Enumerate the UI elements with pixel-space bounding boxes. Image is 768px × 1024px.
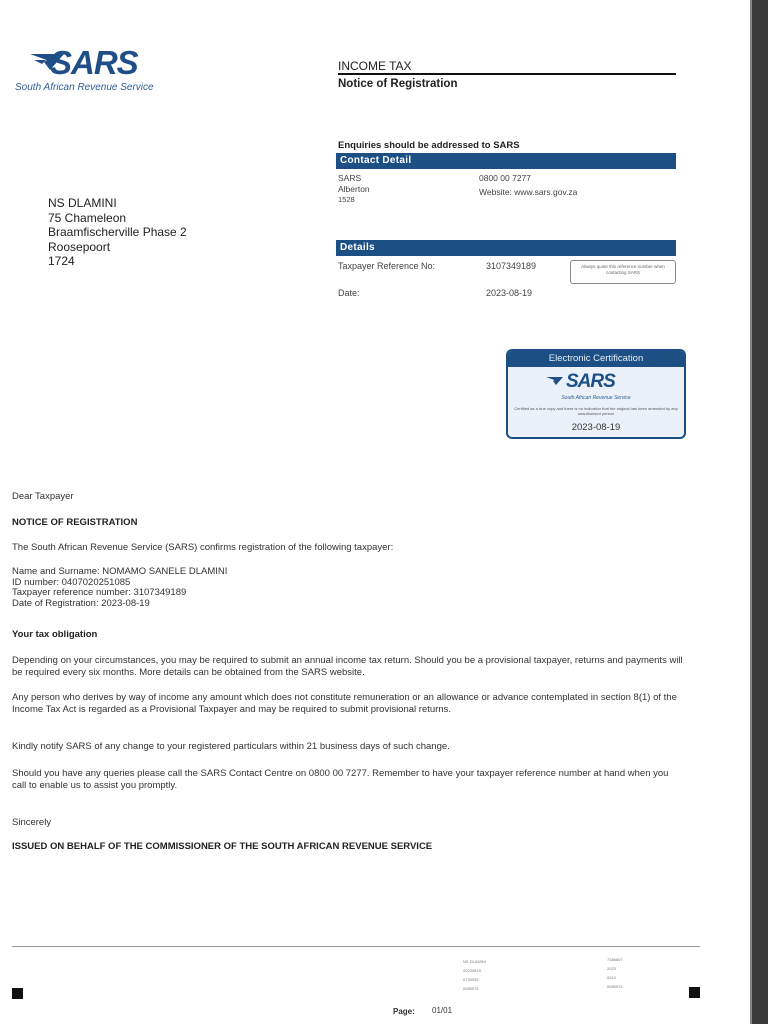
registration-date: Date of Registration: 2023-08-19 [12, 597, 150, 609]
details-bar: Details [336, 240, 676, 256]
cert-logo-wordmark: SARS [566, 371, 615, 392]
reference-label: Taxpayer Reference No: [338, 261, 436, 271]
reference-value: 3107349189 [486, 261, 537, 271]
footer-codes-left: NS DLAMINI 20230819 0735935 0055975 [463, 959, 486, 991]
date-label: Date: [338, 288, 360, 298]
cert-date: 2023-08-19 [571, 422, 621, 433]
greeting: Dear Taxpayer [12, 491, 74, 502]
address-line-4: 1724 [48, 254, 75, 268]
cert-fine-print: Certified as a true copy and there is no indication that the original has been amended by any unauthorised person [514, 406, 678, 416]
paragraph-2: Any person who derives by way of income any amount which does not constitute remuneration or an allowance or advance contemplated in section 8(1) of the Income Tax Act is regarded as a Provisional Taxpayer and may be required to submit provisional returns. [12, 692, 677, 715]
document-type: INCOME TAX [338, 59, 412, 73]
page-label: Page: [393, 1007, 415, 1016]
paragraph-4: Should you have any queries please call the SARS Contact Centre on 0800 00 7277. Remember to have your taxpayer reference number at hand when you call to enable us to assist you promptly. [12, 768, 669, 791]
registration-mark-left [12, 988, 23, 999]
quote-reference-note: Always quote this reference number when contacting SARS [570, 260, 676, 284]
viewer-background [752, 0, 768, 1024]
title-rule [338, 73, 676, 75]
address-line-1: 75 Chameleon [48, 210, 127, 225]
document-title: Notice of Registration [338, 78, 458, 90]
contact-website: Website: www.sars.gov.za [479, 187, 578, 197]
recipient-address [48, 196, 187, 269]
contact-code: 1528 [338, 195, 355, 204]
contact-city: Alberton [338, 184, 370, 194]
logo-wordmark: SARS [50, 44, 138, 81]
paragraph-3: Kindly notify SARS of any change to your registered particulars within 21 business days of such change. [12, 741, 450, 752]
cert-logo-subtitle: South African Revenue Service [561, 395, 631, 401]
issued-by: ISSUED ON BEHALF OF THE COMMISSIONER OF THE SOUTH AFRICAN REVENUE SERVICE [12, 841, 433, 852]
closing: Sincerely [12, 817, 52, 828]
taxpayer-name: Name and Surname: NOMAMO SANELE DLAMINI [12, 566, 228, 577]
enquiries-note: Enquiries should be addressed to SARS [338, 140, 520, 151]
contact-detail-bar: Contact Detail [336, 153, 676, 169]
logo-subtitle: South African Revenue Service [15, 82, 154, 93]
registration-mark-right [689, 987, 700, 998]
date-value: 2023-08-19 [486, 288, 533, 298]
taxpayer-id: ID number: 0407020251085 [12, 576, 131, 588]
contact-name: SARS [338, 173, 362, 183]
address-line-3: Roosepoort [48, 239, 111, 254]
recipient-name: NS DLAMINI [48, 196, 117, 210]
footer-codes-right: 7386807 2023 0010 0055975 [607, 957, 623, 989]
footer-rule [12, 946, 700, 947]
taxpayer-particulars [12, 567, 684, 609]
electronic-certification-stamp [506, 349, 686, 439]
paragraph-1: Depending on your circumstances, you may be required to submit an annual income tax return. Should you be a provisional taxpayer, returns and payments will be required every six months. More details can be obtained from the SARS website. [12, 655, 683, 678]
taxpayer-reference: Taxpayer reference number: 3107349189 [12, 587, 187, 598]
letter-heading: NOTICE OF REGISTRATION [12, 517, 138, 528]
page-number: 01/01 [432, 1006, 453, 1015]
obligation-heading: Your tax obligation [12, 629, 98, 640]
intro-paragraph: The South African Revenue Service (SARS) confirms registration of the following taxpayer: [12, 542, 394, 553]
address-line-2: Braamfischerville Phase 2 [48, 225, 187, 239]
certification-title: Electronic Certification [508, 351, 684, 367]
contact-phone: 0800 00 7277 [479, 173, 531, 183]
